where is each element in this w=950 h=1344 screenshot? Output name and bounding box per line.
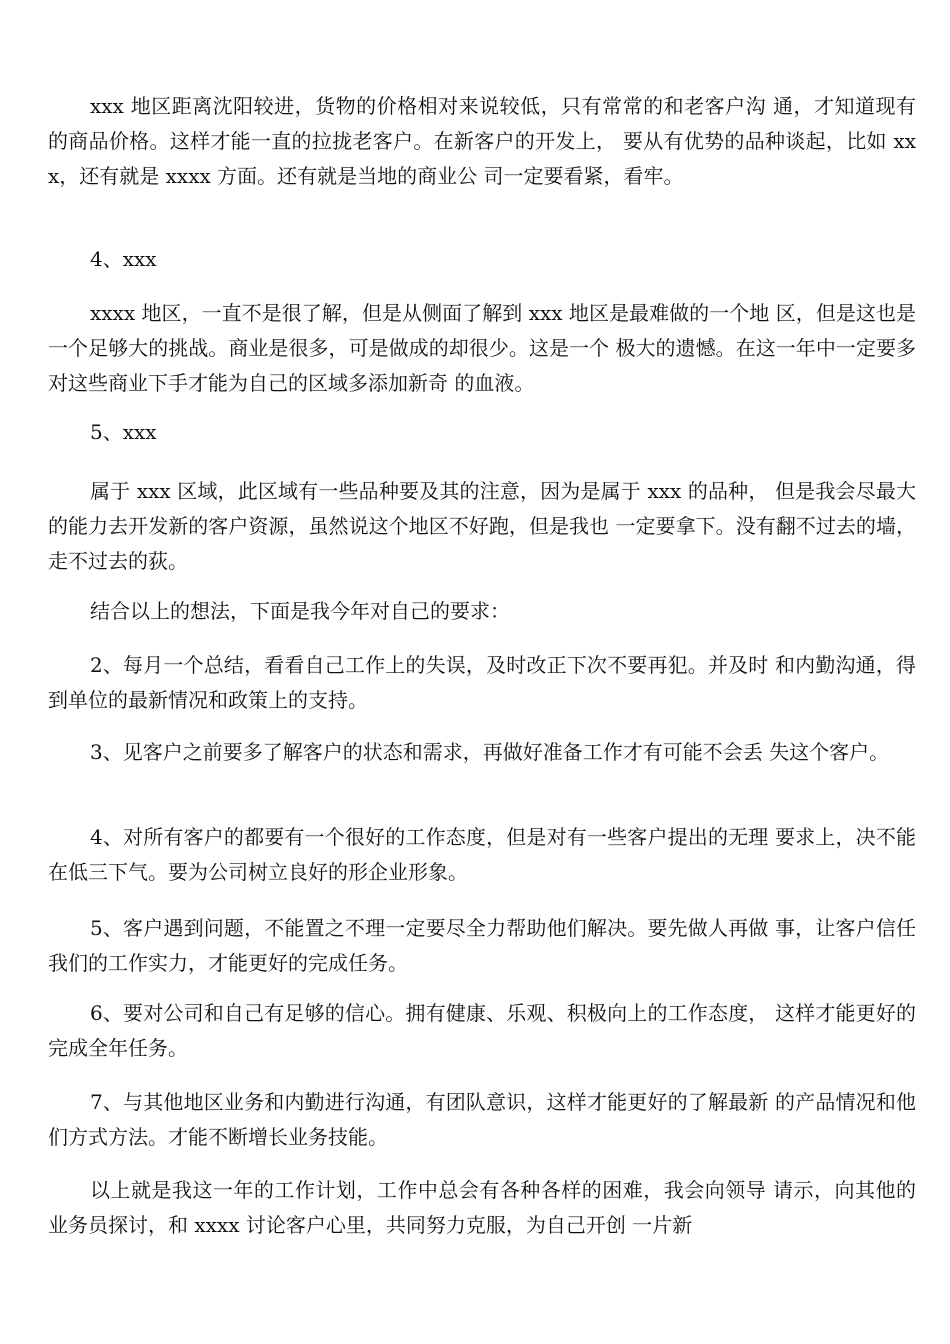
section-heading-5: 5、xxx: [90, 420, 157, 444]
paragraph-closing: 以上就是我这一年的工作计划，工作中总会有各种各样的困难，我会向领导 请示，向其他的业务员探讨，和 xxxx 讨论客户心里，共同努力克服，为自己开创 一片新: [48, 1178, 916, 1237]
requirement-item-6: 6、要对公司和自己有足够的信心。拥有健康、乐观、积极向上的工作态度， 这样才能更好的完成全年任务。: [48, 1001, 916, 1060]
requirement-item-7: 7、与其他地区业务和内勤进行沟通，有团队意识，这样才能更好的了解最新 的产品情况和他们方式方法。才能不断增长业务技能。: [48, 1090, 916, 1149]
paragraph-region-5-development: 属于 xxx 区域，此区域有一些品种要及其的注意，因为是属于 xxx 的品种， 但是我会尽最大的能力去开发新的客户资源，虽然说这个地区不好跑，但是我也 一定要拿下。没有翻不过去的墙，走不过去的荻。: [48, 479, 916, 573]
requirement-item-5: 5、客户遇到问题，不能置之不理一定要尽全力帮助他们解决。要先做人再做 事，让客户信任我们的工作实力，才能更好的完成任务。: [48, 916, 916, 975]
requirement-item-2: 2、每月一个总结，看看自己工作上的失误，及时改正下次不要再犯。并及时 和内勤沟通，得到单位的最新情况和政策上的支持。: [48, 653, 916, 712]
requirement-item-3: 3、见客户之前要多了解客户的状态和需求，再做好准备工作才有可能不会丢 失这个客户。: [90, 740, 890, 764]
paragraph-region-4-challenge: xxxx 地区，一直不是很了解，但是从侧面了解到 xxx 地区是最难做的一个地 区，但是这也是一个足够大的挑战。商业是很多，可是做成的却很少。这是一个 极大的遗憾。在这一年中一定要多对这些商业下手才能为自己的区域多添加新奇 的血液。: [48, 301, 916, 395]
section-heading-4: 4、xxx: [90, 247, 157, 271]
paragraph-region-3-pricing: xxx 地区距离沈阳较进，货物的价格相对来说较低，只有常常的和老客户沟 通，才知道现有的商品价格。这样才能一直的拉拢老客户。在新客户的开发上， 要从有优势的品种谈起，比如 xxx，还有就是 xxxx 方面。还有就是当地的商业公 司一定要看紧，看牢。: [48, 94, 916, 188]
requirement-item-4: 4、对所有客户的都要有一个很好的工作态度，但是对有一些客户提出的无理 要求上，决不能在低三下气。要为公司树立良好的形企业形象。: [48, 825, 916, 884]
paragraph-requirements-intro: 结合以上的想法，下面是我今年对自己的要求：: [90, 599, 510, 623]
